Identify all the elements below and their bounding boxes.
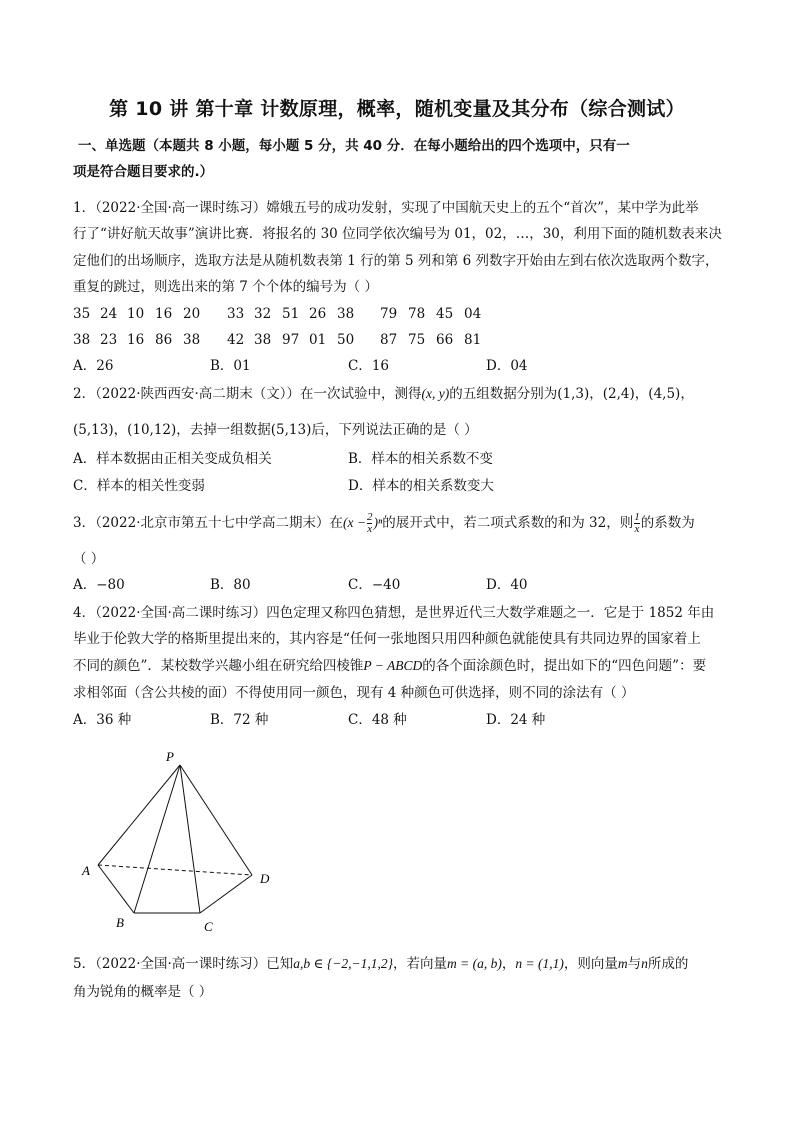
q4-pyramid-name: P − ABCD — [363, 658, 423, 673]
table-cell: 78 — [408, 306, 426, 322]
q5-with: 与 — [627, 956, 642, 972]
q2-removed-point: (5,13) — [270, 422, 312, 438]
q1-line4: 重复的跳过，则选出来的第 7 个个体的编号为（ ） — [73, 279, 378, 295]
q4-line3 — [73, 656, 706, 676]
table-cell: 45 — [436, 306, 454, 322]
table-cell: 16 — [155, 306, 173, 322]
table-cell: 01 — [309, 332, 327, 348]
table-cell: 38 — [254, 332, 272, 348]
q3-frac2-den: x — [634, 523, 640, 535]
q3-fraction-2 — [634, 512, 640, 535]
q2-option-a[interactable]: A．样本数据由正相关变成负相关 — [73, 451, 272, 467]
table-cell: 33 — [227, 306, 245, 322]
q4-option-a[interactable]: A．36 种 — [73, 712, 132, 728]
q3-frac2-num: 1 — [634, 511, 640, 523]
q3-frac-num: 2 — [366, 511, 373, 523]
q2-point-3: (4,5) — [648, 386, 681, 402]
q1-option-b[interactable]: B．01 — [210, 358, 251, 374]
q2-point-2: (2,4) — [602, 386, 635, 402]
edge-AD-hidden — [98, 865, 252, 875]
q2-option-b[interactable]: B．样本的相关系数不变 — [348, 451, 493, 467]
q2-line2: (5,13)，(10,12)，去掉一组数据(5,13)后，下列说法正确的是（ ） — [73, 422, 478, 438]
edge-CD — [200, 875, 252, 913]
q5-mid2: ，则向量 — [563, 956, 618, 972]
table-cell: 87 — [380, 332, 398, 348]
table-cell: 23 — [100, 332, 118, 348]
table-cell: 79 — [380, 306, 398, 322]
q4-line3-end: 的各个面涂颜色时，提出如下的“四色问题”：要 — [422, 658, 707, 674]
q2-option-c[interactable]: C．样本的相关性变弱 — [73, 478, 205, 494]
table-cell: 86 — [155, 332, 173, 348]
q3-expr-left: (x − — [343, 515, 366, 530]
edge-PC — [180, 765, 200, 913]
q3-option-d[interactable]: D．40 — [486, 577, 528, 593]
table-cell: 51 — [282, 306, 300, 322]
q5-n-vector: n = (1,1) — [515, 956, 564, 971]
q4-line3-start: 不同的颜色”．某校数学兴趣小组在研究给四棱锥 — [73, 658, 364, 674]
q3-end: 的系数为 — [640, 515, 695, 531]
edge-PA — [98, 765, 180, 865]
q1-line2: 行了“讲好航天故事”演讲比赛．将报名的 30 位同学依次编号为 01，02，…，30，利用下面的随机数表来决 — [73, 226, 722, 242]
q2-line2-mid: ，去掉一组数据 — [176, 422, 271, 438]
q2-mid: 的五组数据分别为 — [449, 386, 558, 402]
q5-prefix: 5．（2022·全国·高一课时练习）已知 — [73, 956, 294, 972]
q5-n-symbol: n — [641, 956, 648, 971]
table-cell: 97 — [282, 332, 300, 348]
table-cell: 38 — [183, 332, 201, 348]
q1-option-d[interactable]: D．04 — [486, 358, 528, 374]
q3-frac-den: x — [367, 523, 373, 535]
q2-point-1: (1,3) — [557, 386, 590, 402]
q1-option-c[interactable]: C．16 — [348, 358, 390, 374]
q3-fraction — [367, 512, 373, 535]
table-cell: 35 — [73, 306, 91, 322]
table-cell: 20 — [183, 306, 201, 322]
q3-expr-right: )ⁿ — [373, 515, 383, 530]
q5-line2: 角为锐角的概率是（ ） — [73, 984, 213, 1000]
q5-sep: ， — [501, 956, 516, 972]
q4-option-c[interactable]: C．48 种 — [348, 712, 407, 728]
edge-PD — [180, 765, 252, 875]
q4-line1: 4．（2022·全国·高二课时练习）四色定理又称四色猜想，是世界近代三大数学难题之一．它是于 1852 年由 — [73, 605, 715, 621]
page-title: 第 10 讲 第十章 计数原理，概率，随机变量及其分布（综合测试） — [109, 98, 685, 120]
table-cell: 38 — [73, 332, 91, 348]
q2-pair: (x, y) — [421, 386, 450, 401]
label-D: D — [260, 871, 270, 886]
table-cell: 04 — [464, 306, 482, 322]
q3-option-c[interactable]: C．−40 — [348, 577, 401, 593]
label-B: B — [116, 915, 124, 930]
q1-line1: 1．（2022·全国·高一课时练习）嫦娥五号的成功发射，实现了中国航天史上的五个“首次”，某中学为此举 — [73, 200, 699, 216]
q2-option-d[interactable]: D．样本的相关系数变大 — [348, 478, 494, 494]
q2-line2-end: 后，下列说法正确的是（ ） — [311, 422, 478, 438]
q5-line1 — [73, 954, 688, 974]
q2-point-4: (5,13) — [73, 422, 114, 438]
table-cell: 32 — [254, 306, 272, 322]
q5-set: a,b ∈ {−2,−1,1,2} — [293, 956, 394, 971]
table-cell: 50 — [337, 332, 355, 348]
q2-point-5: (10,12) — [127, 422, 177, 438]
table-cell: 66 — [436, 332, 454, 348]
q4-option-d[interactable]: D．24 种 — [486, 712, 546, 728]
q4-line2: 毕业于伦敦大学的格斯里提出来的，其内容是“任何一张地图只用四种颜色就能使具有共同边界的国家着上 — [73, 631, 701, 647]
q4-line4: 求相邻面（含公共棱的面）不得使用同一颜色，现有 4 种颜色可供选择，则不同的涂法有（ ） — [73, 685, 635, 701]
section-header-line2: 项是符合题目要求的.） — [73, 164, 214, 180]
table-cell: 42 — [227, 332, 245, 348]
q5-m-symbol: m — [617, 956, 628, 971]
label-P: P — [166, 749, 174, 764]
q4-option-b[interactable]: B．72 种 — [210, 712, 269, 728]
table-cell: 16 — [127, 332, 145, 348]
q5-m-vector: m = (a, b) — [447, 956, 502, 971]
q2-prefix: 2．（2022·陕西西安·高二期末（文））在一次试验中，测得 — [73, 386, 422, 402]
q3-option-b[interactable]: B．80 — [210, 577, 251, 593]
table-cell: 10 — [127, 306, 145, 322]
q3-mid: 的展开式中，若二项式系数的和为 32，则 — [382, 515, 634, 531]
q2-line1: 2．（2022·陕西西安·高二期末（文））在一次试验中，测得(x, y)的五组数据分别为(1,3)，(2,4)，(4,5)， — [73, 386, 694, 402]
edge-AB — [98, 865, 134, 913]
q3-line1 — [73, 512, 695, 535]
table-cell: 81 — [464, 332, 482, 348]
q1-line3: 定他们的出场顺序，选取方法是从随机数表第 1 行的第 5 列和第 6 列数字开始由左到右依次选取两个数字， — [73, 253, 719, 269]
section-header-line1: 一、单选题（本题共 8 小题，每小题 5 分，共 40 分．在每小题给出的四个选项中，只有一 — [78, 138, 630, 154]
label-A: A — [82, 863, 90, 878]
table-cell: 24 — [100, 306, 118, 322]
q3-prefix: 3．（2022·北京市第五十七中学高二期末）在 — [73, 515, 343, 531]
table-cell: 26 — [309, 306, 327, 322]
pyramid-figure — [70, 745, 290, 935]
table-cell: 38 — [337, 306, 355, 322]
q3-option-a[interactable]: A．−80 — [73, 577, 125, 593]
table-cell: 75 — [408, 332, 426, 348]
q1-option-a[interactable]: A．26 — [73, 358, 114, 374]
q3-line2: （ ） — [73, 551, 105, 567]
q5-mid: ，若向量 — [393, 956, 448, 972]
q5-end: 所成的 — [647, 956, 689, 972]
edge-PB — [134, 765, 180, 913]
label-C: C — [204, 919, 213, 934]
